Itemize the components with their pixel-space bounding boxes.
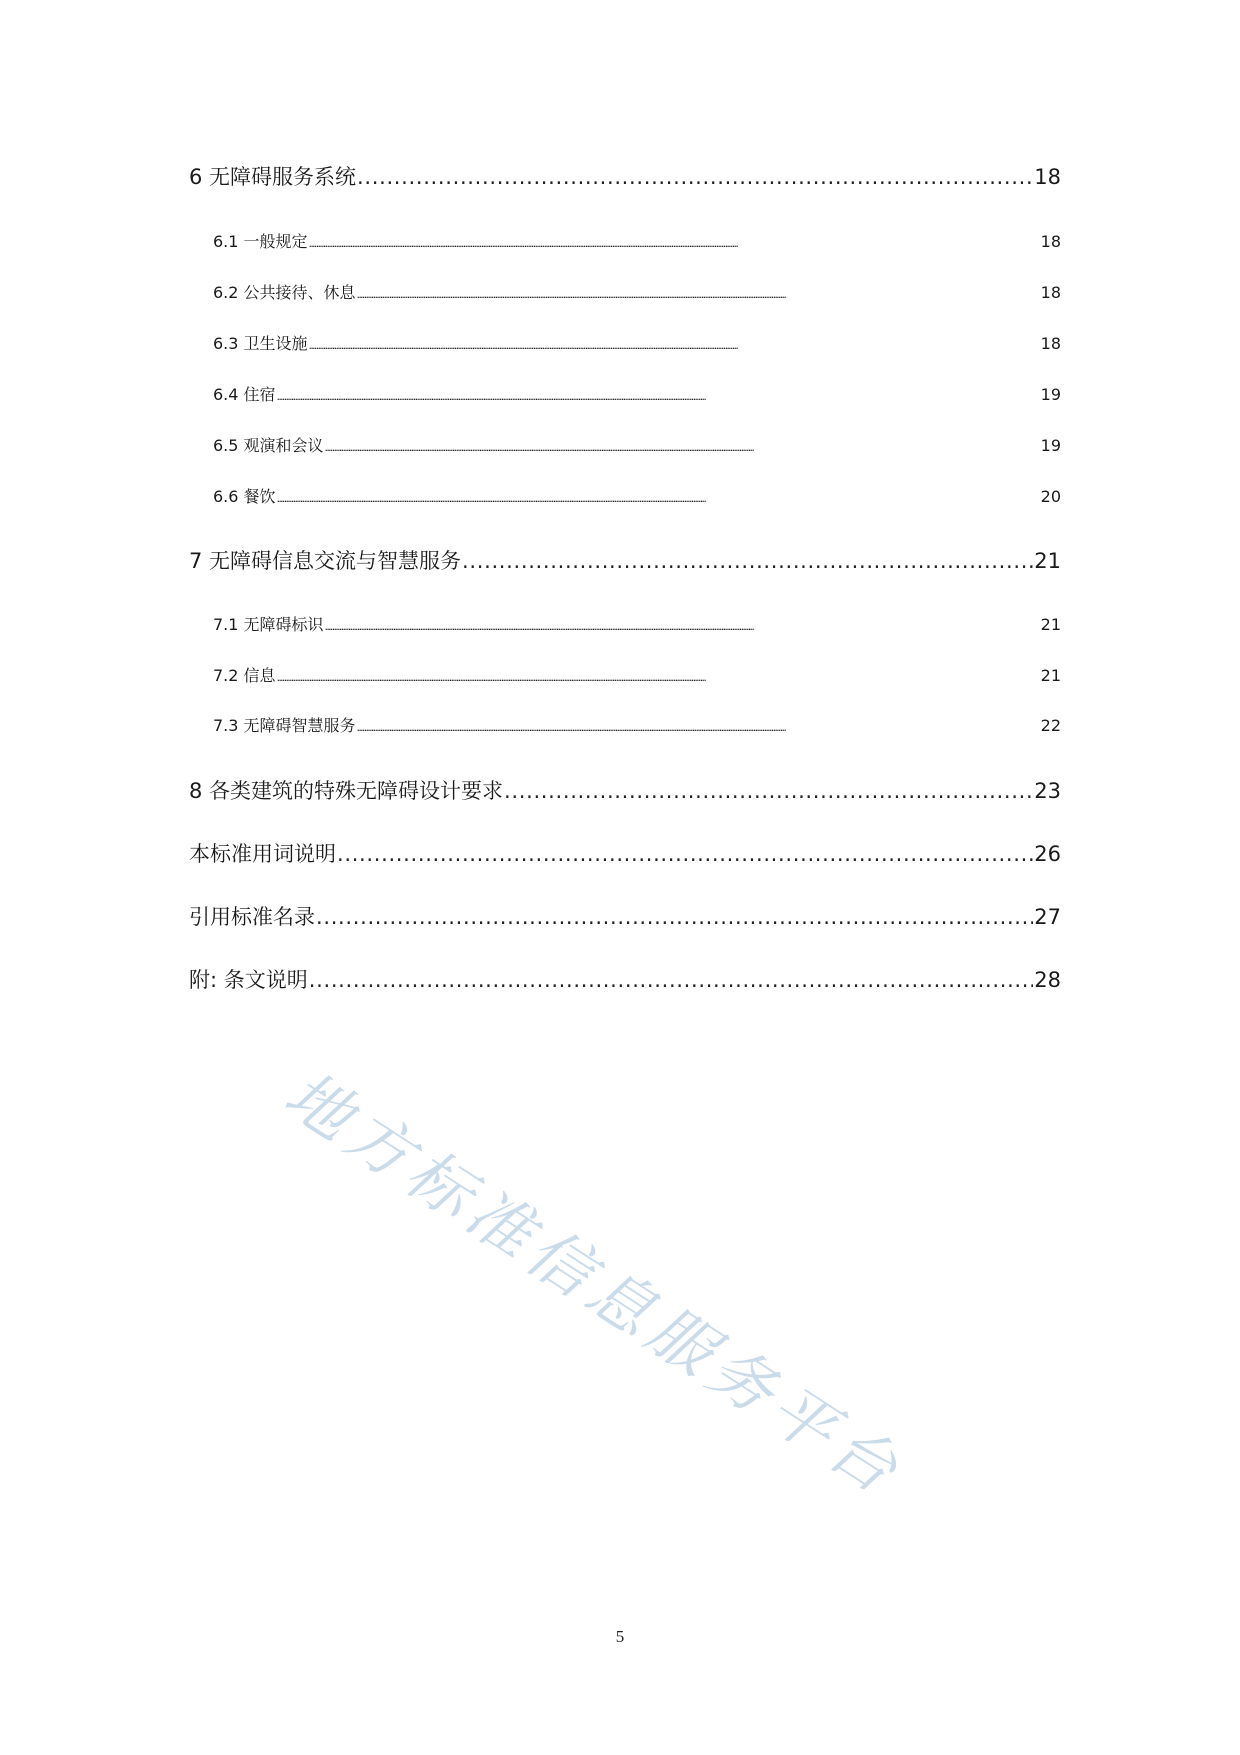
toc-entry-page: 27 (1034, 905, 1061, 929)
dot-leader (504, 779, 1033, 803)
toc-entry-page: 18 (1034, 165, 1061, 189)
toc-entry[interactable] (189, 382, 1061, 405)
toc-entry-label: 7.2 信息 (213, 666, 276, 685)
toc-entry[interactable] (189, 663, 1061, 686)
toc-entry[interactable] (189, 545, 1061, 575)
toc-entry-page: 28 (1034, 968, 1061, 992)
toc-entry-page: 18 (1040, 232, 1061, 251)
dot-leader (309, 968, 1034, 992)
toc-entry-page: 18 (1040, 334, 1061, 353)
toc-entry-label: 6.5 观演和会议 (213, 436, 324, 455)
dot-leader (462, 549, 1033, 573)
toc-entry-label: 7.1 无障碍标识 (213, 615, 324, 634)
toc-entry[interactable] (189, 331, 1061, 354)
toc-entry[interactable] (189, 964, 1061, 994)
dot-leader (325, 436, 1040, 455)
toc-entry-page: 21 (1034, 549, 1061, 573)
toc-entry-label: 8 各类建筑的特殊无障碍设计要求 (189, 779, 504, 803)
dot-leader (277, 385, 1040, 404)
toc-entry-page: 19 (1040, 436, 1061, 455)
dot-leader (337, 842, 1033, 866)
toc-entry-page: 21 (1040, 666, 1061, 685)
toc-entry[interactable] (189, 484, 1061, 507)
dot-leader (325, 615, 1040, 634)
toc-entry-label: 6.3 卫生设施 (213, 334, 308, 353)
watermark: 地方标准信息服务平台 (271, 1057, 916, 1512)
dot-leader (357, 716, 1040, 735)
page-number: 5 (615, 1627, 625, 1646)
toc-entry[interactable] (189, 838, 1061, 868)
toc-entry-page: 18 (1040, 283, 1061, 302)
toc-entry-page: 23 (1034, 779, 1061, 803)
toc-entry[interactable] (189, 433, 1061, 456)
toc-entry-page: 22 (1040, 716, 1061, 735)
toc-entry[interactable] (189, 901, 1061, 931)
toc-entry-page: 20 (1040, 487, 1061, 506)
toc-entry[interactable] (189, 713, 1061, 736)
toc-entry-page: 21 (1040, 615, 1061, 634)
toc-entry-label: 6.1 一般规定 (213, 232, 308, 251)
toc-entry-page: 26 (1034, 842, 1061, 866)
dot-leader (357, 283, 1040, 302)
toc-entry-label: 引用标准名录 (189, 905, 315, 929)
toc-entry-label: 6.6 餐饮 (213, 487, 276, 506)
toc-entry-label: 7 无障碍信息交流与智慧服务 (189, 549, 462, 573)
toc-entry[interactable] (189, 161, 1061, 191)
toc-entry-label: 6 无障碍服务系统 (189, 165, 357, 189)
toc-entry-label: 本标准用词说明 (189, 842, 336, 866)
dot-leader (277, 487, 1040, 506)
dot-leader (309, 232, 1040, 251)
dot-leader (357, 165, 1033, 189)
dot-leader (316, 905, 1033, 929)
dot-leader (309, 334, 1040, 353)
toc-entry-label: 7.3 无障碍智慧服务 (213, 716, 356, 735)
toc-entry[interactable] (189, 612, 1061, 635)
toc-entry-page: 19 (1040, 385, 1061, 404)
toc-entry[interactable] (189, 229, 1061, 252)
toc-entry[interactable] (189, 775, 1061, 805)
toc-entry-label: 6.2 公共接待、休息 (213, 283, 356, 302)
dot-leader (277, 666, 1040, 685)
toc-entry[interactable] (189, 280, 1061, 303)
toc-entry-label: 6.4 住宿 (213, 385, 276, 404)
toc-entry-label: 附: 条文说明 (189, 968, 308, 992)
